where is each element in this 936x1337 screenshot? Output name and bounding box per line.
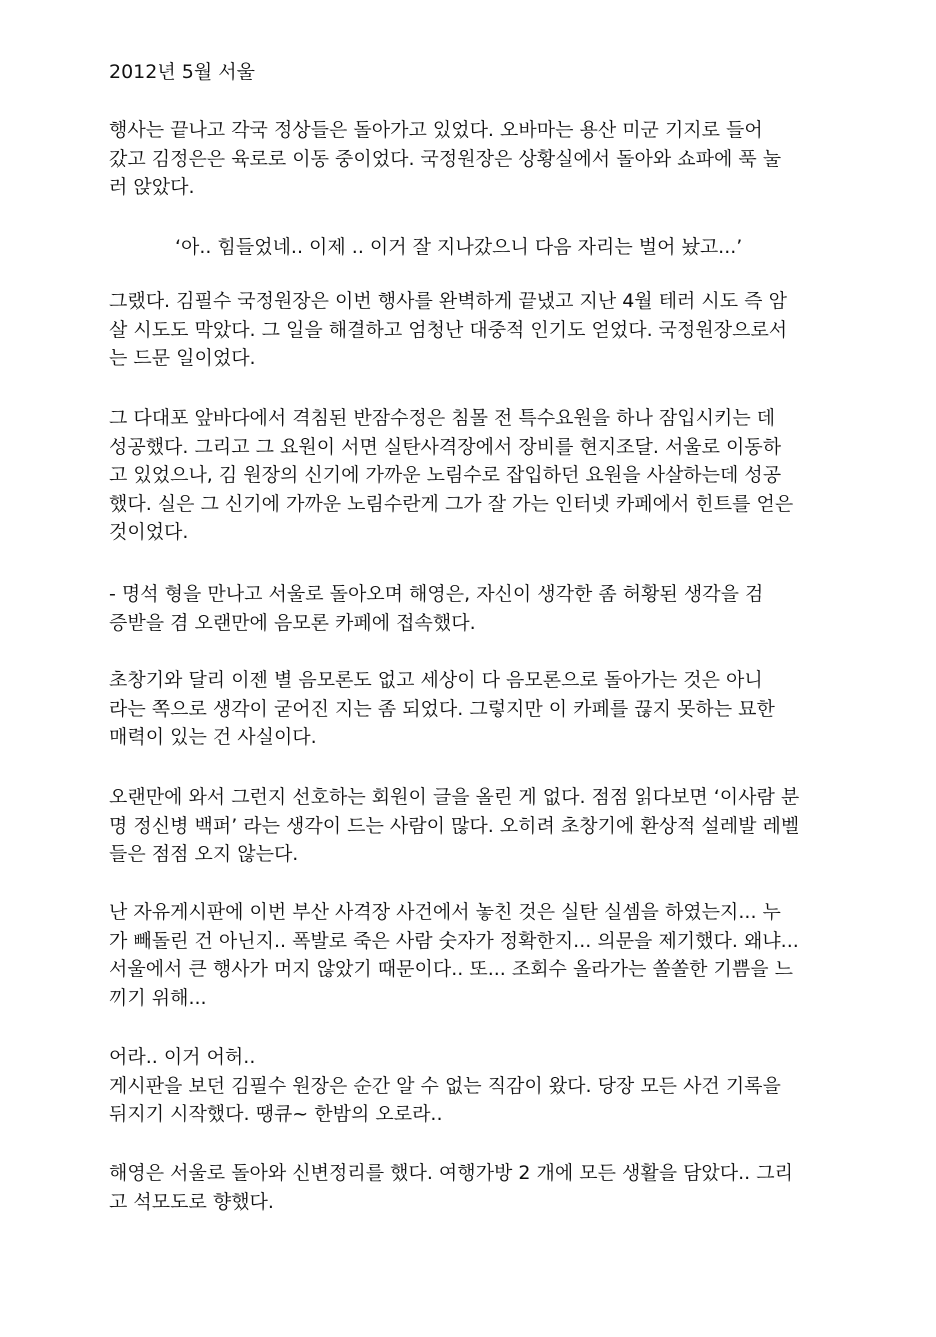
paragraph-6: 초창기와 달리 이젠 별 음모론도 없고 세상이 다 음모론으로 돌아가는 것은 아니 라는 쪽으로 생각이 굳어진 지는 좀 되었다. 그렇지만 이 카페를 끊지 못하는 묘한 매력이 있는 건 사실이다. bbox=[109, 669, 775, 748]
paragraph-3: 그랬다. 김필수 국정원장은 이번 행사를 완벽하게 끝냈고 지난 4월 테러 시도 즉 암 살 시도도 막았다. 그 일을 해결하고 엄청난 대중적 인기도 얻었다. 국정원장으로서 는 드문 일이었다. bbox=[109, 290, 788, 369]
paragraph-7: 오랜만에 와서 그런지 선호하는 회원이 글을 올린 게 없다. 점점 읽다보면 ‘이사람 분 명 정신병 백퍼’ 라는 생각이 드는 사람이 많다. 오히려 초창기에 환상적 설레발 레벨 들은 점점 오지 않는다. bbox=[109, 786, 800, 865]
paragraph-9: 어라.. 이거 어허.. 게시판을 보던 김필수 원장은 순간 알 수 없는 직감이 왔다. 당장 모든 사건 기록을 뒤지기 시작했다. 땡큐~ 한밤의 오로라.. bbox=[109, 1046, 781, 1125]
paragraph-4: 그 다대포 앞바다에서 격침된 반잠수정은 침몰 전 특수요원을 하나 잠입시키는 데 성공했다. 그리고 그 요원이 서면 실탄사격장에서 장비를 현지조달. 서울로 이동하 고 있었으나, 김 원장의 신기에 가까운 노림수로 잡입하던 요원을 사살하는데 성공 했다. 실은 그 신기에 가까운 노림수란게 그가 잘 가는 인터넷 카페에서 힌트를 얻은 것이었다. bbox=[109, 407, 794, 543]
paragraph-8: 난 자유게시판에 이번 부산 사격장 사건에서 놓친 것은 실탄 실셈을 하였는지... 누 가 빼돌린 건 아닌지.. 폭발로 죽은 사람 숫자가 정확한지... 의문을 제기했다. 왜냐... 서울에서 큰 행사가 머지 않았기 때문이다.. 또... 조회수 올라가는 쏠쏠한 기쁨을 느 끼기 위해... bbox=[109, 901, 799, 1009]
paragraph-1: 행사는 끝나고 각국 정상들은 돌아가고 있었다. 오바마는 용산 미군 기지로 들어 갔고 김정은은 육로로 이동 중이었다. 국정원장은 상황실에서 돌아와 쇼파에 푹 눌 러 앉았다. bbox=[109, 119, 782, 198]
paragraph-2-quote: ‘아.. 힘들었네.. 이제 .. 이거 잘 지나갔으니 다음 자리는 벌어 놨고...’ bbox=[175, 236, 743, 258]
paragraph-10: 해영은 서울로 돌아와 신변정리를 했다. 여행가방 2 개에 모든 생활을 담았다.. 그리 고 석모도로 향했다. bbox=[109, 1162, 793, 1213]
paragraph-5: - 명석 형을 만나고 서울로 돌아오며 해영은, 자신이 생각한 좀 허황된 생각을 검 증받을 겸 오랜만에 음모론 카페에 접속했다. bbox=[109, 583, 764, 634]
date-heading: 2012년 5월 서울 bbox=[109, 61, 255, 83]
